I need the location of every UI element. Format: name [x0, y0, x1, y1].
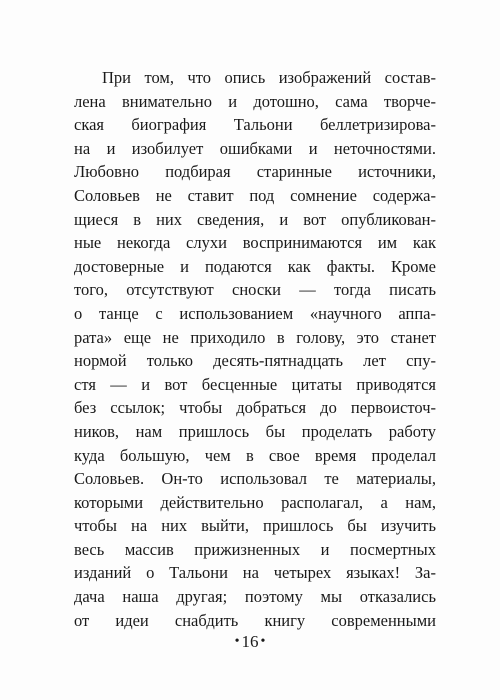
text-line: чтобы на них выйти, пришлось бы изучить	[74, 516, 436, 536]
page-number	[0, 632, 500, 652]
text-line: щиеся в них сведения, и вот опубликован-	[74, 209, 436, 229]
text-line: без ссылок; чтобы добраться до первоисточ-	[74, 398, 436, 418]
text-line: Соловьев не ставит под сомнение содержа-	[74, 185, 436, 205]
text-line: При том, что опись изображений состав-	[102, 68, 436, 87]
text-line: на и изобилует ошибками и неточностями.	[74, 138, 436, 158]
text-line: весь массив прижизненных и посмертных	[74, 539, 436, 559]
text-line: ская биография Тальони беллетризирова-	[74, 115, 436, 135]
folio-right-dot: •	[260, 634, 266, 649]
page-number-value: 16	[241, 632, 259, 651]
text-line: лена внимательно и дотошно, сама творче-	[74, 91, 436, 111]
text-line: Соловьев. Он-то использовал те материалы,	[74, 469, 436, 489]
text-line: дача наша другая; поэтому мы отказались	[74, 587, 436, 607]
text-line: куда большую, чем в свое время проделал	[74, 445, 436, 465]
folio-left-dot: •	[234, 634, 240, 649]
text-line: достоверные и подаются как факты. Кроме	[74, 256, 436, 276]
text-line: которыми действительно располагал, а нам,	[74, 492, 436, 512]
text-line: ников, нам пришлось бы проделать работу	[74, 421, 436, 441]
text-line: рата» еще не приходило в голову, это станет	[74, 327, 436, 347]
body-text	[74, 66, 436, 632]
text-line: стя — и вот бесценные цитаты приводятся	[74, 374, 436, 394]
text-line: от идеи снабдить книгу современными	[74, 610, 436, 630]
text-line: о танце с использованием «научного аппа-	[74, 303, 436, 323]
text-line: того, отсутствуют сноски — тогда писать	[74, 280, 436, 300]
text-line: ные некогда слухи воспринимаются им как	[74, 233, 436, 253]
text-line: изданий о Тальони на четырех языках! За-	[74, 563, 436, 583]
text-line: нормой только десять-пятнадцать лет спу-	[74, 351, 436, 371]
text-line: Любовно подбирая старинные источники,	[74, 162, 436, 182]
